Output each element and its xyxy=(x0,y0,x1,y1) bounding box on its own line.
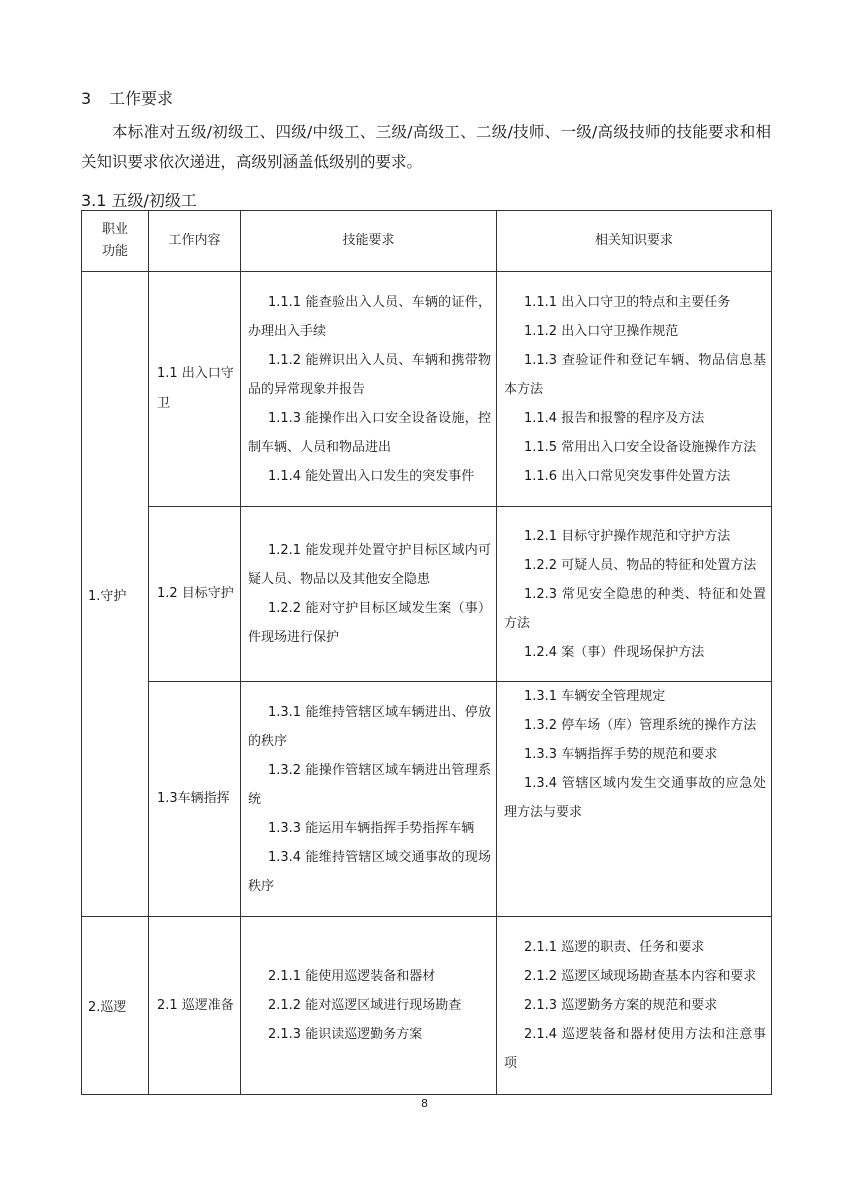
header-knowledge: 相关知识要求 xyxy=(497,211,772,272)
knowledge-item: 1.2.1 目标守护操作规范和守护方法 xyxy=(524,528,731,544)
work-content-cell: 1.2 目标守护 xyxy=(149,507,241,682)
knowledge-item: 1.3.1 车辆安全管理规定 xyxy=(524,689,666,704)
skill-item: 1.3.4 能维持管辖区域交通事故的现场秩序 xyxy=(248,849,491,894)
page-number: 8 xyxy=(421,1097,428,1110)
function-cell: 1.守护 xyxy=(82,272,149,917)
skill-item: 1.2.2 能对守护目标区域发生案（事）件现场进行保护 xyxy=(248,601,491,645)
skill-item: 2.1.3 能识读巡逻勤务方案 xyxy=(268,1027,423,1042)
table-row xyxy=(82,507,772,682)
work-content-cell: 1.1 出入口守卫 xyxy=(149,272,241,507)
knowledge-item: 2.1.2 巡逻区域现场勘查基本内容和要求 xyxy=(524,969,757,984)
knowledge-item: 1.2.4 案（事）件现场保护方法 xyxy=(524,644,705,660)
knowledge-cell xyxy=(497,507,772,682)
knowledge-item: 2.1.3 巡逻勤务方案的规范和要求 xyxy=(524,998,718,1013)
table-row xyxy=(82,917,772,1095)
knowledge-item: 1.3.4 管辖区域内发生交通事故的应急处理方法与要求 xyxy=(504,776,766,820)
skills-cell xyxy=(241,272,497,507)
section-number: 3 xyxy=(81,89,92,108)
skills-cell xyxy=(241,682,497,917)
skill-item: 1.3.1 能维持管辖区域车辆进出、停放的秩序 xyxy=(248,704,491,749)
knowledge-cell xyxy=(497,272,772,507)
skill-item: 1.1.2 能辨识出入人员、车辆和携带物品的异常现象并报告 xyxy=(248,352,491,397)
skill-item: 2.1.1 能使用巡逻装备和器材 xyxy=(268,969,436,984)
knowledge-item: 1.1.3 查验证件和登记车辆、物品信息基本方法 xyxy=(504,352,766,397)
header-skills: 技能要求 xyxy=(241,211,497,272)
knowledge-item: 1.1.5 常用出入口安全设备设施操作方法 xyxy=(524,439,757,455)
intro-paragraph xyxy=(81,117,771,177)
knowledge-cell xyxy=(497,682,772,917)
table-header-row xyxy=(82,211,772,272)
knowledge-item: 1.1.2 出入口守卫操作规范 xyxy=(524,323,679,339)
intro-text: 本标准对五级/初级工、四级/中级工、三级/高级工、二级/技师、一级/高级技师的技能要求和相关知识要求依次递进，高级别涵盖低级别的要求。 xyxy=(81,123,771,171)
section-title: 工作要求 xyxy=(109,89,174,108)
knowledge-item: 1.1.4 报告和报警的程序及方法 xyxy=(524,410,705,426)
knowledge-item: 1.2.2 可疑人员、物品的特征和处置方法 xyxy=(524,557,757,573)
knowledge-item: 1.3.3 车辆指挥手势的规范和要求 xyxy=(524,747,718,762)
table-row xyxy=(82,682,772,917)
work-content-cell: 2.1 巡逻准备 xyxy=(149,917,241,1095)
subsection-heading: 3.1 五级/初级工 xyxy=(81,191,197,210)
skill-item: 1.3.2 能操作管辖区域车辆进出管理系统 xyxy=(248,762,491,807)
knowledge-item: 1.1.6 出入口常见突发事件处置方法 xyxy=(524,468,731,484)
skill-item: 1.1.1 能查验出入人员、车辆的证件，办理出入手续 xyxy=(248,294,491,339)
skill-item: 1.3.3 能运用车辆指挥手势指挥车辆 xyxy=(268,820,475,836)
skills-cell xyxy=(241,917,497,1095)
header-function: 职业 功能 xyxy=(82,211,149,272)
knowledge-item: 2.1.1 巡逻的职责、任务和要求 xyxy=(524,940,705,955)
knowledge-item: 1.3.2 停车场（库）管理系统的操作方法 xyxy=(524,718,757,733)
skill-item: 1.1.3 能操作出入口安全设备设施，控制车辆、人员和物品进出 xyxy=(248,410,491,455)
knowledge-item: 1.2.3 常见安全隐患的种类、特征和处置方法 xyxy=(504,586,766,631)
knowledge-item: 1.1.1 出入口守卫的特点和主要任务 xyxy=(524,294,731,310)
table-row xyxy=(82,272,772,507)
skills-cell xyxy=(241,507,497,682)
header-content: 工作内容 xyxy=(149,211,241,272)
skill-item: 1.1.4 能处置出入口发生的突发事件 xyxy=(268,468,475,484)
skill-item: 2.1.2 能对巡逻区域进行现场勘查 xyxy=(268,998,462,1013)
knowledge-item: 2.1.4 巡逻装备和器材使用方法和注意事项 xyxy=(504,1027,766,1071)
section-heading xyxy=(81,86,173,109)
function-cell: 2.巡逻 xyxy=(82,917,149,1095)
knowledge-cell xyxy=(497,917,772,1095)
work-content-cell: 1.3车辆指挥 xyxy=(149,682,241,917)
skill-item: 1.2.1 能发现并处置守护目标区域内可疑人员、物品以及其他安全隐患 xyxy=(248,543,491,587)
requirements-table xyxy=(81,210,772,1095)
